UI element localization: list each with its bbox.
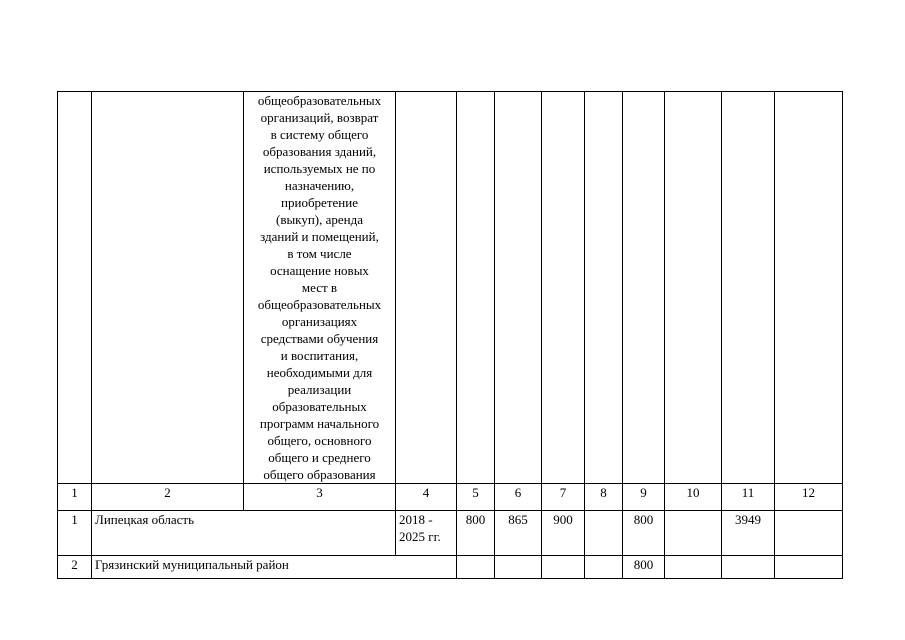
measure-description: общеобразовательных организаций, возврат в систему общего образования зданий, используемых не по назначению, приобретение (выкуп), аренда зданий и помещений, в том числе оснащение новых мест в общеобразовательных организациях средствами обучения и воспитания, необходимыми для реализации образовательных программ начального общего, основного общего и среднего общего образования: [244, 92, 396, 484]
value-cell: [775, 511, 843, 556]
empty-cell: [457, 92, 495, 484]
column-number: 2: [92, 484, 244, 511]
column-number: 12: [775, 484, 843, 511]
column-number-row: [58, 484, 843, 511]
value-cell: [665, 556, 722, 579]
empty-cell: [396, 92, 457, 484]
column-number: 5: [457, 484, 495, 511]
value-cell: [542, 556, 585, 579]
value-cell: 3949: [722, 511, 775, 556]
row-number: 2: [58, 556, 92, 579]
value-cell: 800: [457, 511, 495, 556]
value-cell: [722, 556, 775, 579]
value-cell: 800: [623, 511, 665, 556]
column-number: 9: [623, 484, 665, 511]
column-number: 10: [665, 484, 722, 511]
column-number: 4: [396, 484, 457, 511]
column-number: 7: [542, 484, 585, 511]
column-number: 1: [58, 484, 92, 511]
value-cell: [665, 511, 722, 556]
column-number: 11: [722, 484, 775, 511]
empty-cell: [542, 92, 585, 484]
empty-cell: [92, 92, 244, 484]
period-cell: 2018 - 2025 гг.: [396, 511, 457, 556]
value-cell: 865: [495, 511, 542, 556]
value-cell: [457, 556, 495, 579]
value-cell: 900: [542, 511, 585, 556]
district-name: Грязинский муниципальный район: [92, 556, 457, 579]
column-number: 3: [244, 484, 396, 511]
value-cell: [585, 556, 623, 579]
value-cell: [495, 556, 542, 579]
value-cell: [775, 556, 843, 579]
description-row: [58, 92, 843, 484]
empty-cell: [58, 92, 92, 484]
empty-cell: [775, 92, 843, 484]
region-name: Липецкая область: [92, 511, 396, 556]
value-cell: [585, 511, 623, 556]
empty-cell: [585, 92, 623, 484]
empty-cell: [623, 92, 665, 484]
empty-cell: [665, 92, 722, 484]
empty-cell: [495, 92, 542, 484]
column-number: 6: [495, 484, 542, 511]
column-number: 8: [585, 484, 623, 511]
row-number: 1: [58, 511, 92, 556]
empty-cell: [722, 92, 775, 484]
value-cell: 800: [623, 556, 665, 579]
table-row: [58, 511, 843, 556]
table-row: [58, 556, 843, 579]
document-table: [57, 91, 843, 579]
